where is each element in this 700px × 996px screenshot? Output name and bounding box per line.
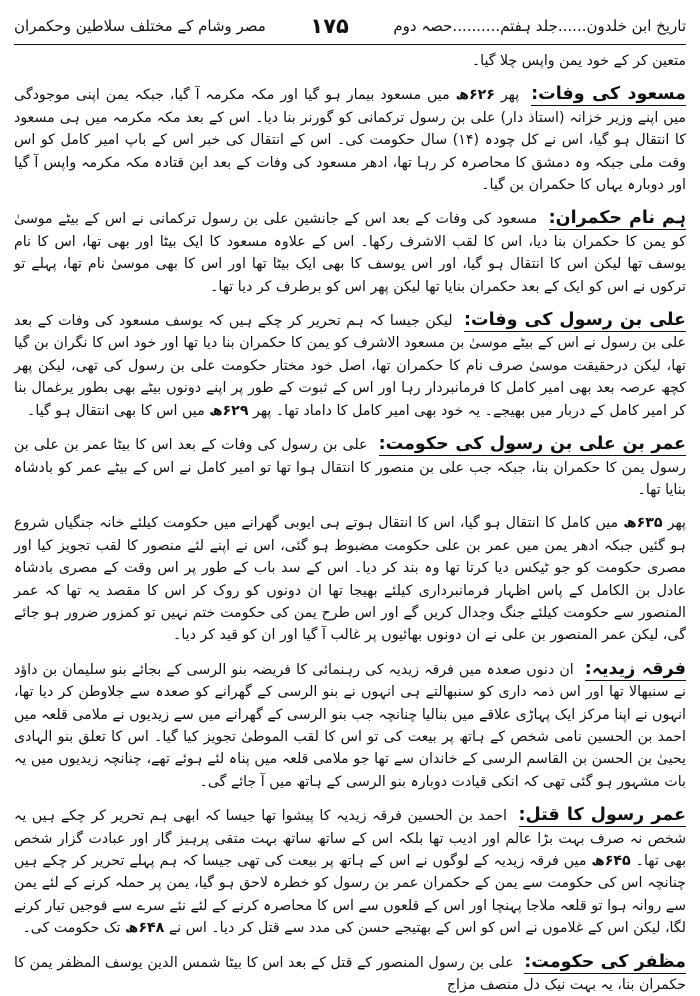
section-heading: مظفر کی حکومت: [524, 951, 686, 972]
body-text: پھر [667, 515, 686, 532]
section-zaidiyya [14, 658, 686, 793]
body-text: پھر [500, 87, 520, 104]
header-chapter-title: مصر وشام کے مختلف سلاطین وحکمران [14, 17, 266, 35]
body-text: علی بن رسول المنصور کے قتل کے بعد اس کا بیٹا شمس الدین یوسف المظفر یمن کا حکمران بنا، یہ بہت نیک دل منصف مزاج [14, 954, 686, 994]
section-ali-death [14, 309, 686, 422]
year: ۶۴۸ھ [125, 920, 165, 937]
section-heading: مسعود کی وفات: [531, 84, 687, 105]
page-number: ۱۷۵ [310, 14, 349, 38]
section-namesake-ruler [14, 207, 686, 298]
page-header [14, 8, 686, 45]
section-heading: فرقہ زیدیہ: [584, 658, 686, 679]
body-text: میں کامل کا انتقال ہو گیا، اس کا انتقال ہوتے ہی ایوبی گھرانے میں حکومت کیلئے خانہ جنگیاں شروع ہو گئیں جبکہ ادھر یمن میں عمر بن علی حکومت مضبوط ہو گئی، اس نے اپنے لئے منصور کا لقب تجویز کیا اور مصری حکومت کو جو ٹیکس دیا کرتا تھا وہ بند کر دیا۔ اس کے سد باب کے طور پر اس وقت کے مصری بادشاہ عادل بن الکامل کے پاس اظہار فرمانبرداری کیلئے بھیجا تھا ان دونوں کو روک کر اس کا مقصد یہ تھا کہ عمر المنصور سے حکومت کیلئے جنگ وجدال کریں گے اور اس طرح یمن کی حکومت ختم نہیں تو کمزور ضرور ہو جائے گی، لیکن عمر المنصور بن علی نے ان دونوں بھائیوں پر غالب آ گیا اور ان کو قید کر دیا۔ [14, 515, 686, 644]
body-text: میں فرقہ زیدیہ کے لوگوں نے اس کے ہاتھ پر بیعت کی تھی جیسا کہ ہم پہلے تحریر کر چکے ہیں چنانچہ اس کی حکومت سے یمن کے حکمران عمر بن رسول کو خطرہ لاحق ہو گیا، یمن پر حملہ کرنے کے لئے یمن سے روانہ ہوا تو قلعہ ملاجا پہنچا اور اس کے قلعوں سے اس کا محاصرہ کرنے کے لئے نئے سرے سے فوجیں تیار کرنے لگا، لیکن اس کے غلاموں نے اس کو اس کے بھتیجے حسن کی مدد سے قتل کر دیا۔ اس نے [14, 853, 686, 937]
year: ۶۲۹ھ [209, 402, 249, 419]
section-heading: عمر رسول کا قتل: [518, 805, 686, 826]
body-text: میں مسعود بیمار ہو گیا اور مکہ مکرمہ آ گیا، جبکہ یمن اپنی موجودگی میں اپنے وزیر خزانہ (استاذ دار) علی بن رسول ترکمانی کو گورنر بنا دیا۔ اس کے بعد مکہ مکرمہ میں ہی مسعود کا انتقال ہو گیا، اس نے کل چودہ (۱۴) سال حکومت کی۔ اس کے انتقال کی خبر اس کے باپ امیر کامل کو اس وقت ملی جبکہ وہ دمشق کا محاصرہ کر رہا تھا، ادھر مسعود کی وفات کے بعد ابن قتادہ مکہ مکرمہ واپس آ گیا اور دوبارہ یہاں کا حکمران بن گیا۔ [14, 87, 686, 194]
year: ۶۲۶ھ [455, 87, 495, 104]
body-text: علی بن رسول کی وفات کے بعد اس کا بیٹا عمر بن علی بن رسول یمن کا حکمران بنا، جبکہ جب علی بن منصور کا انتقال ہوا تھا تو امیر کامل نے اس کے بیٹے عمر کو بادشاہ بنایا تھا۔ [14, 437, 686, 498]
header-book-title: تاریخ ابن خلدون......جلد ہفتم..........حصہ دوم [393, 17, 686, 35]
year: ۶۴۵ھ [591, 853, 631, 869]
section-heading: ہم نام حکمران: [548, 208, 686, 229]
body-text: مسعود کی وفات کے بعد اس کے جانشین علی بن رسول ترکمانی نے اس کے بیٹے موسیٰ کو یمن کا حکمران بنا دیا، اس کا لقب الاشرف رکھا۔ اس کے علاوہ مسعود کا ایک بیٹا اور بھی تھا، اس کا نام یوسف تھا لیکن اس کا انتقال ہو گیا، اور اس یوسف کا بھی ایک بیٹا تھا اور اس کا بھی موسیٰ نام تھا، پہلے تو ترکوں نے اس کو ایک کے بعد حکمران بنایا تھا لیکن پھر اس کو برطرف کر دیا تھا۔ [14, 211, 686, 295]
page-body [14, 50, 687, 994]
section-masud-death [14, 83, 686, 196]
section-umar-rule [14, 433, 686, 501]
body-text: میں اس کا بھی انتقال ہو گیا۔ [27, 402, 205, 419]
section-muzaffar-rule [14, 951, 686, 996]
body-text: لیکن جیسا کہ ہم تحریر کر چکے ہیں کہ یوسف مسعود کی وفات کے بعد علی بن رسول نے اس کے بیٹے موسیٰ بن مسعود الاشرف کو یمن کا حکمران بنا دیا تھا اور خود اس کا نگران بن گیا تھا، لیکن درحقیقت موسیٰ صرف نام کا حکمران تھا، اصل خود مختار حکومت علی بن رسول کی تھی، لیکن پھر کچھ عرصہ بعد بھی امیر کامل کا فرمانبردار رہا اور اس کے ثبوت کے طور پر اپنے دونوں بیٹے بھی بطور یرغمال بنا کر امیر کامل کے دربار میں بھیجے۔ یہ خود بھی امیر کامل کا داماد تھا۔ پھر [14, 313, 686, 419]
section-umar-killing [14, 804, 686, 939]
section-heading: عمر بن علی بن رسول کی حکومت: [378, 434, 687, 455]
body-text: ان دنوں صعدہ میں فرقہ زیدیہ کی رہنمائی کا فریضہ بنو الرسی کے بجائے بنو سلیمان بن داؤد نے سنبھالا تھا اور اس ذمہ داری کو سنبھالتے ہی انہوں نے بنو الرسی کے گھرانے کو صعدہ سے جلاوطن کر دیا تھا، انہوں نے اپنا مرکز ایک پہاڑی علاقے میں بنالیا چنانچہ جب بنو الرسی کے گھرانے میں سے زیدیوں نے ملامی قلعہ میں احمد بن الحسین نامی شخص کے ہاتھ پر بیعت کی تو اس کا لقب الموطیٰ تجویز کیا گیا۔ اس کا تعلق بنو الہادی یحییٰ بن الحسن بن القاسم الرسی کے خاندان سے تھا جو ملامی قلعہ میں پناہ لئے ہوئے تھے، چنانچہ زیدیوں میں یہ بات مشہور ہو گئی تھی کہ انکی قیادت دوبارہ بنو الرسی کے ہاتھ میں آ جائے گی۔ [14, 661, 686, 790]
section-kamil-death [14, 512, 686, 646]
section-heading: علی بن رسول کی وفات: [464, 310, 686, 331]
body-text: احمد بن الحسین فرقہ زیدیہ کا پیشوا تھا جیسا کہ ابھی ہم تحریر کر چکے ہیں یہ شخص نہ صرف بہت بڑا عالم اور ادیب تھا بلکہ اس کے ساتھ ساتھ بہت متقی پرہیز گار اور عبادت گزار شخص بھی تھا۔ [14, 808, 687, 869]
year: ۶۳۵ھ [623, 515, 663, 532]
intro-line: متعین کر کے خود یمن واپس چلا گیا۔ [471, 53, 686, 69]
body-text: تک حکومت کی۔ [22, 920, 121, 937]
